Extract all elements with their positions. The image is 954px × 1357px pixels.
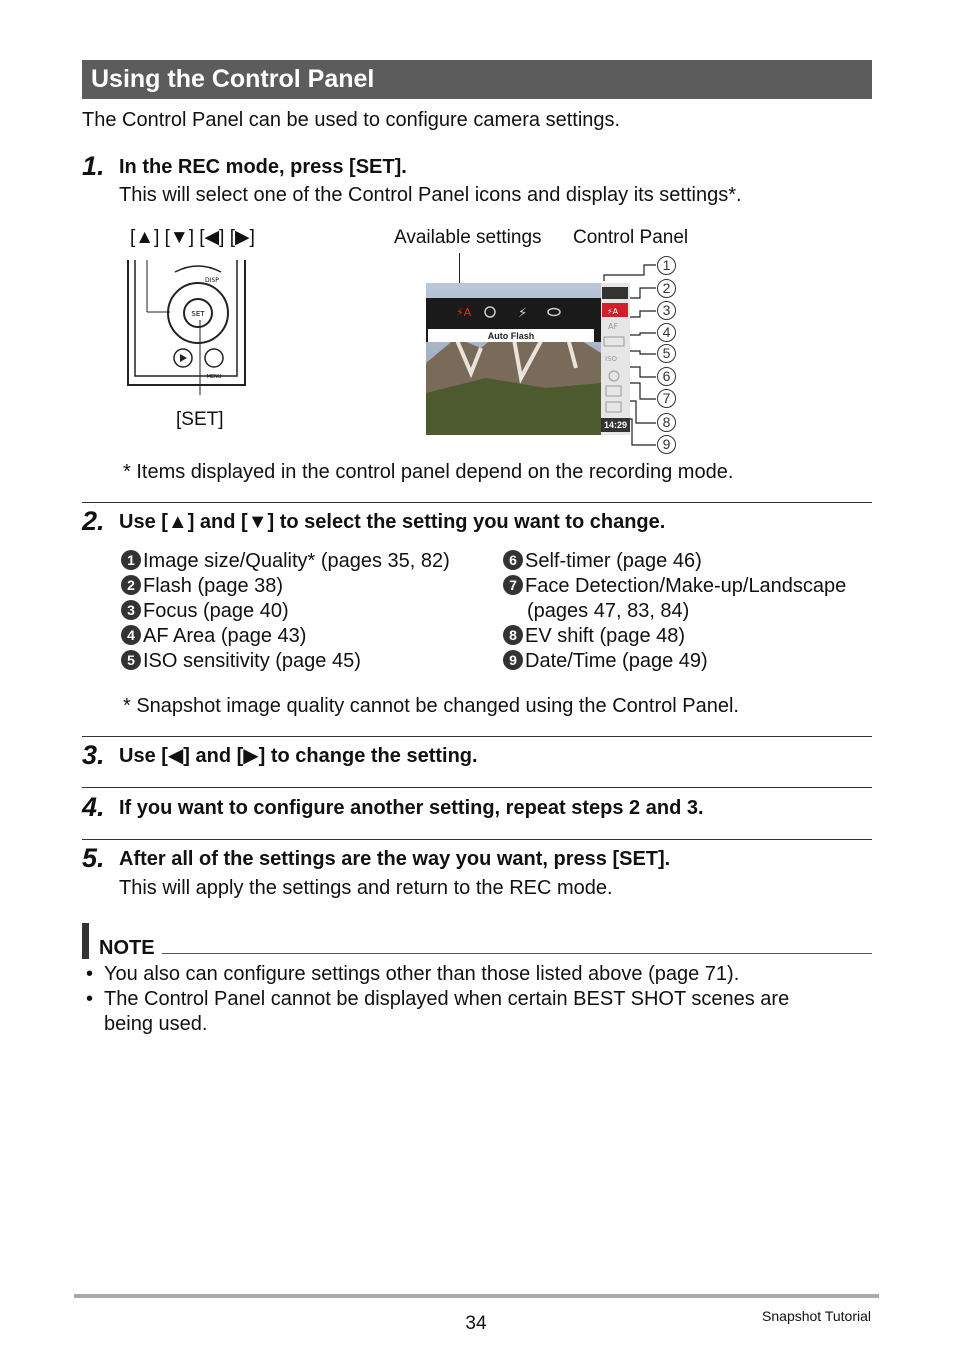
note-item-2: The Control Panel cannot be displayed when certain BEST SHOT scenes are <box>104 988 790 1010</box>
step-2-number: 2. <box>82 506 105 536</box>
divider <box>82 502 872 503</box>
list-item: 8 EV shift (page 48) <box>503 624 685 649</box>
step-2-title: Use [▲] and [▼] to select the setting you want to change. <box>119 511 666 533</box>
bullet: • <box>86 963 94 985</box>
bullet: • <box>86 988 94 1010</box>
step-3-number: 3. <box>82 740 105 770</box>
step-5-number: 5. <box>82 843 105 873</box>
page-number: 34 <box>465 1313 487 1334</box>
footer-rule <box>74 1294 879 1298</box>
note-marker <box>82 923 89 959</box>
callout-2: 2 <box>657 279 676 298</box>
intro-text: The Control Panel can be used to configure camera settings. <box>82 109 621 131</box>
note-item-1: You also can configure settings other than those listed above (page 71). <box>104 963 740 985</box>
section-title: Using the Control Panel <box>91 65 375 93</box>
svg-text:ISO: ISO <box>605 355 618 363</box>
note-heading: NOTE <box>99 937 155 959</box>
list-item: 7 Face Detection/Make-up/Landscape <box>503 574 846 599</box>
section-title-bar <box>82 60 872 99</box>
screen-setting-caption: Auto Flash <box>487 331 535 341</box>
step-4-title: If you want to configure another setting, repeat steps 2 and 3. <box>119 797 704 819</box>
list-item-continuation: (pages 47, 83, 84) <box>527 600 690 622</box>
svg-text:SET: SET <box>191 310 205 318</box>
step-1-number: 1. <box>82 151 105 181</box>
footer-section-name: Snapshot Tutorial <box>762 1308 871 1324</box>
list-item: 4 AF Area (page 43) <box>121 624 306 649</box>
list-item: 5 ISO sensitivity (page 45) <box>121 649 361 674</box>
set-button-label: [SET] <box>176 409 224 430</box>
callout-3: 3 <box>657 301 676 320</box>
control-panel-label: Control Panel <box>573 227 689 248</box>
divider <box>82 787 872 788</box>
step-1-title: In the REC mode, press [SET]. <box>119 156 407 178</box>
callout-1: 1 <box>657 256 676 275</box>
step-3-title: Use [◀] and [▶] to change the setting. <box>119 745 478 767</box>
note-item-2-continuation: being used. <box>104 1013 208 1035</box>
divider <box>82 736 872 737</box>
list-item: 3 Focus (page 40) <box>121 599 289 624</box>
callout-6: 6 <box>657 367 676 386</box>
list-item: 9 Date/Time (page 49) <box>503 649 708 674</box>
camera-back-buttons-illustration <box>125 250 250 395</box>
divider <box>82 839 872 840</box>
callout-9: 9 <box>657 435 676 454</box>
callout-8: 8 <box>657 413 676 432</box>
step-1-body: This will select one of the Control Panel icons and display its settings*. <box>119 184 742 206</box>
screen-time-readout: 14:29 <box>603 420 628 430</box>
step-5-title: After all of the settings are the way you want, press [SET]. <box>119 848 671 870</box>
list-item: 1 Image size/Quality* (pages 35, 82) <box>121 549 450 574</box>
callout-7: 7 <box>657 389 676 408</box>
svg-text:⚡A: ⚡A <box>456 306 472 319</box>
callout-4: 4 <box>657 323 676 342</box>
list-item: 2 Flash (page 38) <box>121 574 283 599</box>
svg-text:⚡A: ⚡A <box>607 307 619 316</box>
step-4-number: 4. <box>82 792 105 822</box>
svg-text:DISP: DISP <box>205 277 219 284</box>
step-5-body: This will apply the settings and return to the REC mode. <box>119 877 613 899</box>
svg-text:⚡: ⚡ <box>518 306 528 321</box>
callout-5: 5 <box>657 344 676 363</box>
footnote-items-displayed: * Items displayed in the control panel depend on the recording mode. <box>123 461 734 483</box>
footnote-snapshot-quality: * Snapshot image quality cannot be changed using the Control Panel. <box>123 695 739 717</box>
available-settings-label: Available settings <box>394 227 542 248</box>
list-item: 6 Self-timer (page 46) <box>503 549 702 574</box>
svg-text:MENU: MENU <box>206 374 222 380</box>
note-rule <box>162 953 872 954</box>
arrow-keys-label: [▲] [▼] [◀] [▶] <box>130 227 255 248</box>
svg-text:AF: AF <box>608 322 619 331</box>
